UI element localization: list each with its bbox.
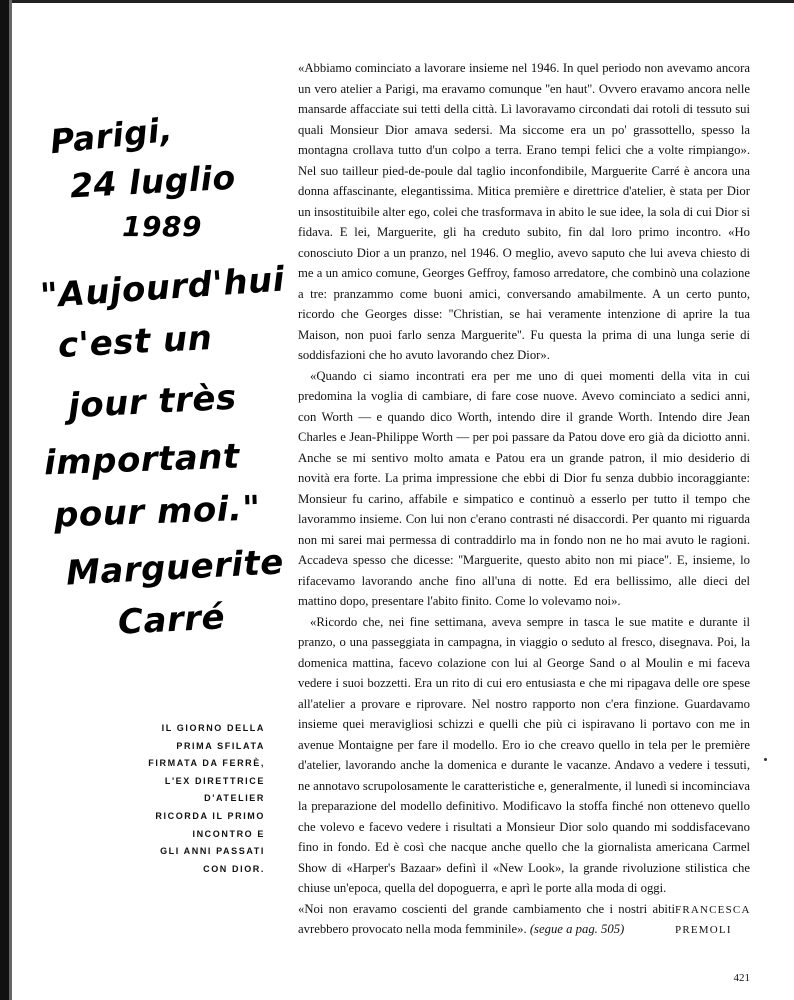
handwritten-date-year: 1989 bbox=[122, 210, 202, 243]
continued-reference: (segue a pag. 505) bbox=[529, 922, 625, 936]
article-paragraph: «Quando ci siamo incontrati era per me uno di quei momenti della vita in cui predomina la voglia di cambiare, di fare cose nuove. Avevo cominciato a sedici anni, con Worth — e quando dico Worth, intendo dire il grande Worth. Intendo dire Jean Charles e Jean-Philippe Worth — per poi passare da Patou dove ero già da diciotto anni. Anche se mi sentivo molto amata e Patou era un grande patron, il mio desiderio di novità era forte. La prima impressione che ebbi di Dior fu senza dubbio incoraggiante: Monsieur fu carino, affabile e simpatico e continuò a esserlo per tutto il tempo che lavorammo insieme. Con lui non c'erano contrasti né disaccordi. Per quanto mi riguarda non mi sarei mai permessa di contraddirlo ma in fondo non ne ho mai avuto le ragioni. Accadeva spesso che dicesse: ''Marguerite, questo abito non mi piace''. E, insieme, lo rifacevamo lavorando anche fino all'una di notte. Ed era bellissimo, alle dieci del mattino dopo, presentare l'abito finito. Come lo volevamo noi». bbox=[298, 368, 750, 608]
caption-line: FIRMATA DA FERRÈ, bbox=[148, 758, 265, 769]
handwritten-quote-line: jour très bbox=[67, 377, 238, 427]
side-caption bbox=[100, 720, 265, 878]
scan-edge-top bbox=[0, 0, 794, 3]
handwritten-signature-last: Carré bbox=[117, 597, 226, 643]
handwritten-date-day: 24 luglio bbox=[69, 157, 237, 206]
caption-line: L'EX DIRETTRICE bbox=[164, 775, 265, 786]
page-number: 421 bbox=[733, 972, 750, 984]
handwritten-quote-line: pour moi." bbox=[53, 488, 262, 536]
caption-line: IL GIORNO DELLA bbox=[161, 723, 265, 733]
closing-quote: «Noi non eravamo coscienti del grande cambiamento che i nostri abiti avrebbero provocato nella moda femminile». bbox=[298, 901, 675, 936]
handwritten-quote-line: important bbox=[43, 436, 241, 484]
caption-line: CON DIOR. bbox=[203, 863, 265, 874]
print-speck bbox=[764, 758, 767, 761]
caption-line: GLI ANNI PASSATI bbox=[160, 846, 265, 857]
handwritten-date-city: Parigi, bbox=[48, 109, 175, 162]
handwritten-quote-line: c'est un bbox=[57, 317, 214, 367]
caption-line: D'ATELIER bbox=[204, 793, 265, 804]
article-body bbox=[298, 58, 750, 941]
scan-edge-left bbox=[0, 0, 9, 1000]
scan-edge-left-shadow bbox=[9, 0, 12, 1000]
caption-line: RICORDA IL PRIMO bbox=[155, 810, 265, 821]
article-paragraph: «Ricordo che, nei fine settimana, aveva sempre in tasca le sue matite e durante il pranzo, o una passeggiata in campagna, in viaggio o seduto al fresco, disegnava. Poi, la domenica mattina, facevo colazione con lui al George Sand o al Moulin e mi faceva vedere i suoi bozzetti. Era un rito di cui ero entusiasta e che mi ripagava delle ore spese all'atelier a provare e riprovare. Nel nostro rapporto non c'era finzione. Guardavamo insieme quei meravigliosi schizzi e quelli che più ci ispiravano li portavo con me in avenue Montaigne per fare il modello. Ero io che creavo quello in tela per le première d'atelier, lavorando anche la domenica e durante le vacanze. Andavo a vedere i tessuti, ne annotavo scrupolosamente le caratteristiche e, generalmente, il lunedì si incominciava la preparazione del modello definitivo. Modificavo la stoffa finché non ottenevo quello che volevo e facevo vedere i risultati a Monsieur Dior solo quando mi soddisfacevano fino in fondo. Ed è così che nacque anche quello che la giornalista americana Carmel Show di «Harper's Bazaar» definì il «New Look», la grande rivoluzione stilistica che chiuse un'epoca, quella del dopoguerra, e aprì le porte alla moda di oggi. bbox=[298, 614, 750, 895]
handwritten-quote-line: "Aujourd'hui bbox=[38, 259, 287, 317]
caption-line: INCONTRO E bbox=[192, 828, 265, 839]
article-closing bbox=[298, 899, 750, 941]
handwritten-signature-first: Marguerite bbox=[65, 542, 285, 594]
article-paragraph: «Abbiamo cominciato a lavorare insieme nel 1946. In quel periodo non avevamo ancora un vero atelier a Parigi, ma eravamo comunque ''en haut''. Ovvero eravamo ancora nelle mansarde affacciate sui tetti della città. Lì lavoravamo circondati dai rotoli di tessuto sui quali Monsieur Dior amava sedersi. Ma siccome era un po' grassottello, spesso la montagna crollava tutto d'un colpo a terra. Erano tempi felici che a volte rimpiango». Nel suo tailleur pied-de-poule dal taglio inconfondibile, Marguerite Carré è ancora una donna affascinante, elegantissima. Mitica première e direttrice d'atelier, è stata per Dior un insostituibile alter ego, colei che trasformava in abito le sue idee, la sola di cui Dior si fidava. E lei, Marguerite, gli ha creduto subito, fin dal loro primo incontro. «Ho conosciuto Dior a un pranzo, nel 1946. O meglio, avevo saputo che lui aveva chiesto di me a un amico comune, Georges Geffroy, famoso arredatore, che combinò una colazione a tre: pranzammo come buoni amici, conversando amabilmente. A un certo punto, ricordo che Georges disse: ''Christian, se hai veramente intenzione di aprire la tua Maison, non puoi farlo senza Marguerite''. Fu questa la prima di una lunga serie di soddisfazioni che ho avuto lavorando chez Dior». bbox=[298, 61, 750, 362]
caption-line: PRIMA SFILATA bbox=[176, 740, 265, 751]
article-closing-text bbox=[298, 899, 675, 940]
author-byline: FRANCESCA PREMOLI bbox=[675, 903, 751, 936]
